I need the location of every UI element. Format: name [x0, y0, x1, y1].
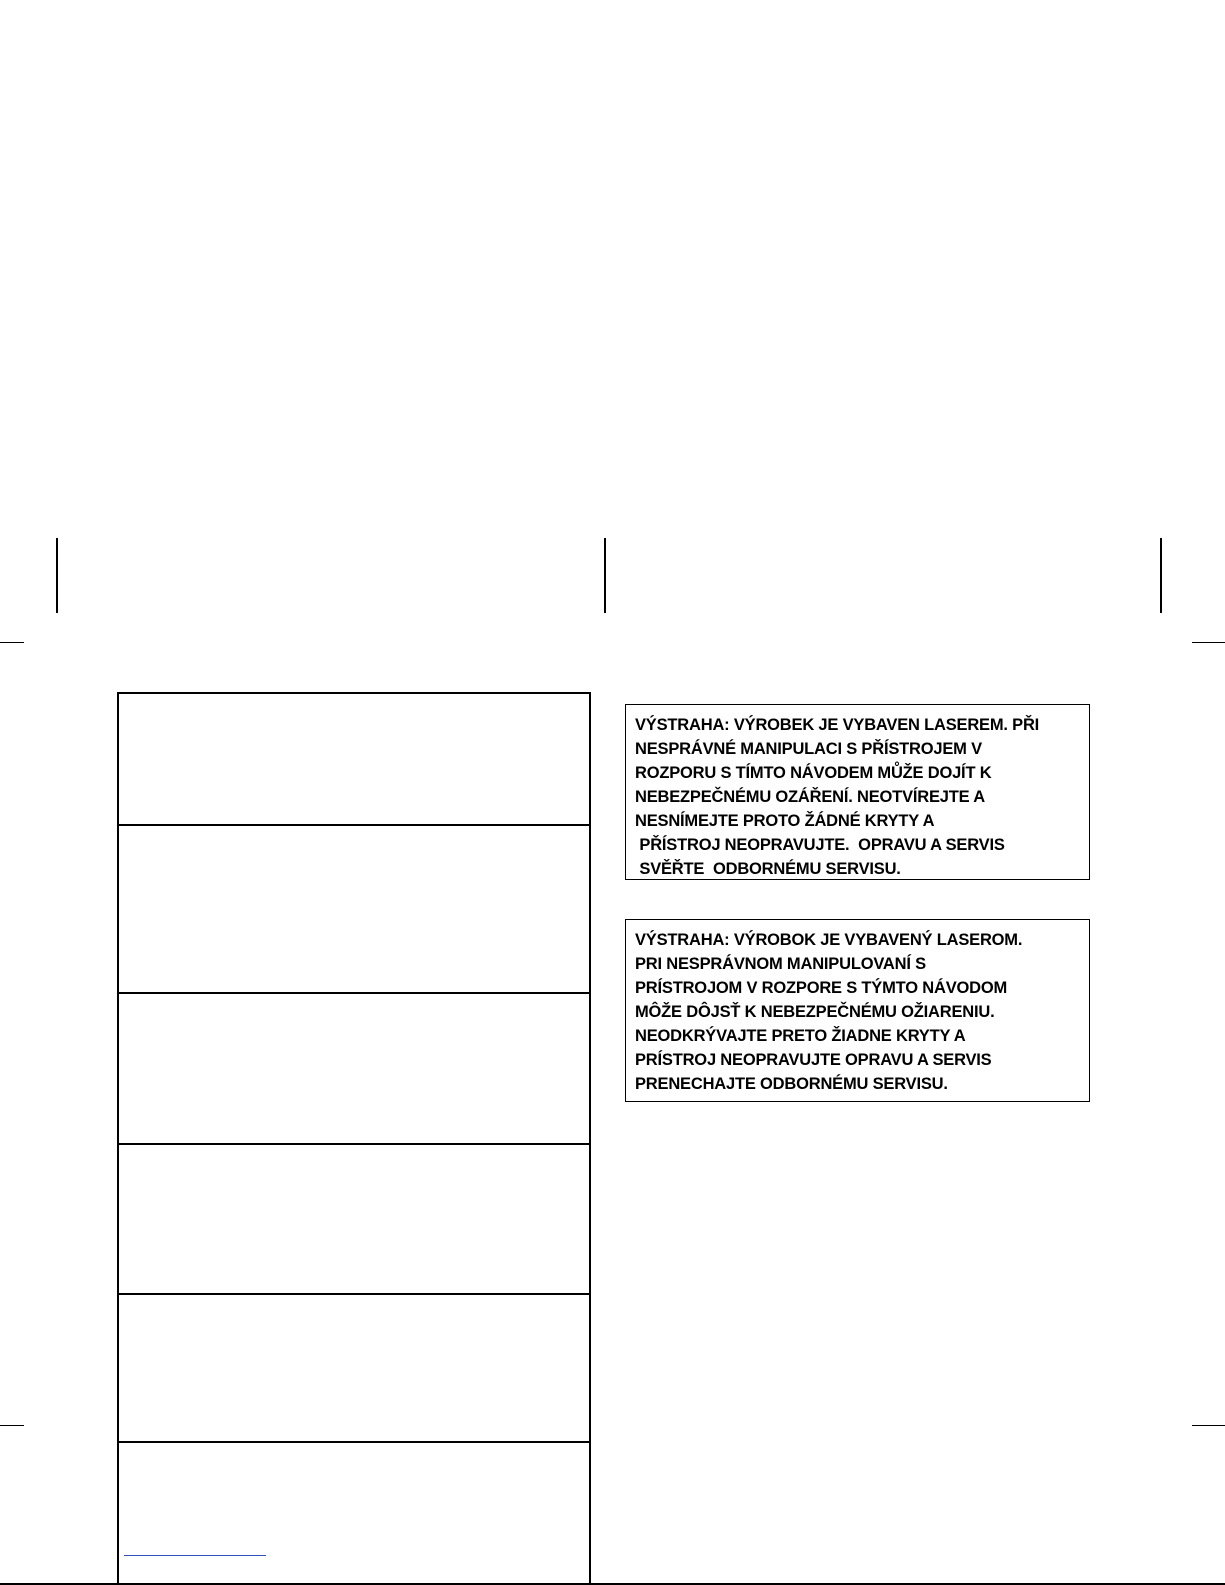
table-row	[119, 694, 589, 826]
empty-table	[117, 692, 591, 1585]
warning-line: NEODKRÝVAJTE PRETO ŽIADNE KRYTY A	[635, 1027, 966, 1045]
fold-mark-right	[1160, 538, 1162, 613]
warning-line: VÝSTRAHA: VÝROBEK JE VYBAVEN LASEREM. PŘI	[635, 716, 1040, 734]
warning-line: NESNÍMEJTE PROTO ŽÁDNÉ KRYTY A	[635, 812, 935, 830]
warning-line: NESPRÁVNÉ MANIPULACI S PŘÍSTROJEM V	[635, 740, 982, 758]
fold-mark-center	[604, 538, 606, 613]
warning-line: PRENECHAJTE ODBORNÉMU SERVISU.	[635, 1075, 948, 1093]
table-row	[119, 1145, 589, 1295]
table-row	[119, 826, 589, 994]
warning-line: MÔŽE DÔJSŤ K NEBEZPEČNÉMU OŽIARENIU.	[635, 1003, 995, 1021]
blue-underline	[124, 1555, 266, 1556]
warning-line: NEBEZPEČNÉMU OZÁŘENÍ. NEOTVÍREJTE A	[635, 788, 985, 806]
warning-line: VÝSTRAHA: VÝROBOK JE VYBAVENÝ LASEROM.	[635, 931, 1023, 949]
warning-line: PRÍSTROJ NEOPRAVUJTE OPRAVU A SERVIS	[635, 1051, 992, 1069]
crop-mark-top-left	[0, 642, 24, 643]
warning-line: PRI NESPRÁVNOM MANIPULOVANÍ S	[635, 955, 926, 973]
crop-mark-bottom-right	[1192, 1425, 1225, 1426]
crop-mark-bottom-left	[0, 1425, 24, 1426]
fold-mark-left	[56, 538, 58, 613]
table-row	[119, 1443, 589, 1585]
warning-line: ROZPORU S TÍMTO NÁVODEM MŮŽE DOJÍT K	[635, 764, 992, 782]
laser-warning-czech	[625, 704, 1090, 880]
warning-line: PRÍSTROJOM V ROZPORE S TÝMTO NÁVODOM	[635, 979, 1008, 997]
warning-line: SVĚŘTE ODBORNÉMU SERVISU.	[635, 860, 901, 878]
laser-warning-slovak	[625, 919, 1090, 1102]
crop-mark-top-right	[1192, 642, 1225, 643]
warning-line: PŘÍSTROJ NEOPRAVUJTE. OPRAVU A SERVIS	[635, 836, 1005, 854]
table-row	[119, 1295, 589, 1443]
table-row	[119, 994, 589, 1145]
